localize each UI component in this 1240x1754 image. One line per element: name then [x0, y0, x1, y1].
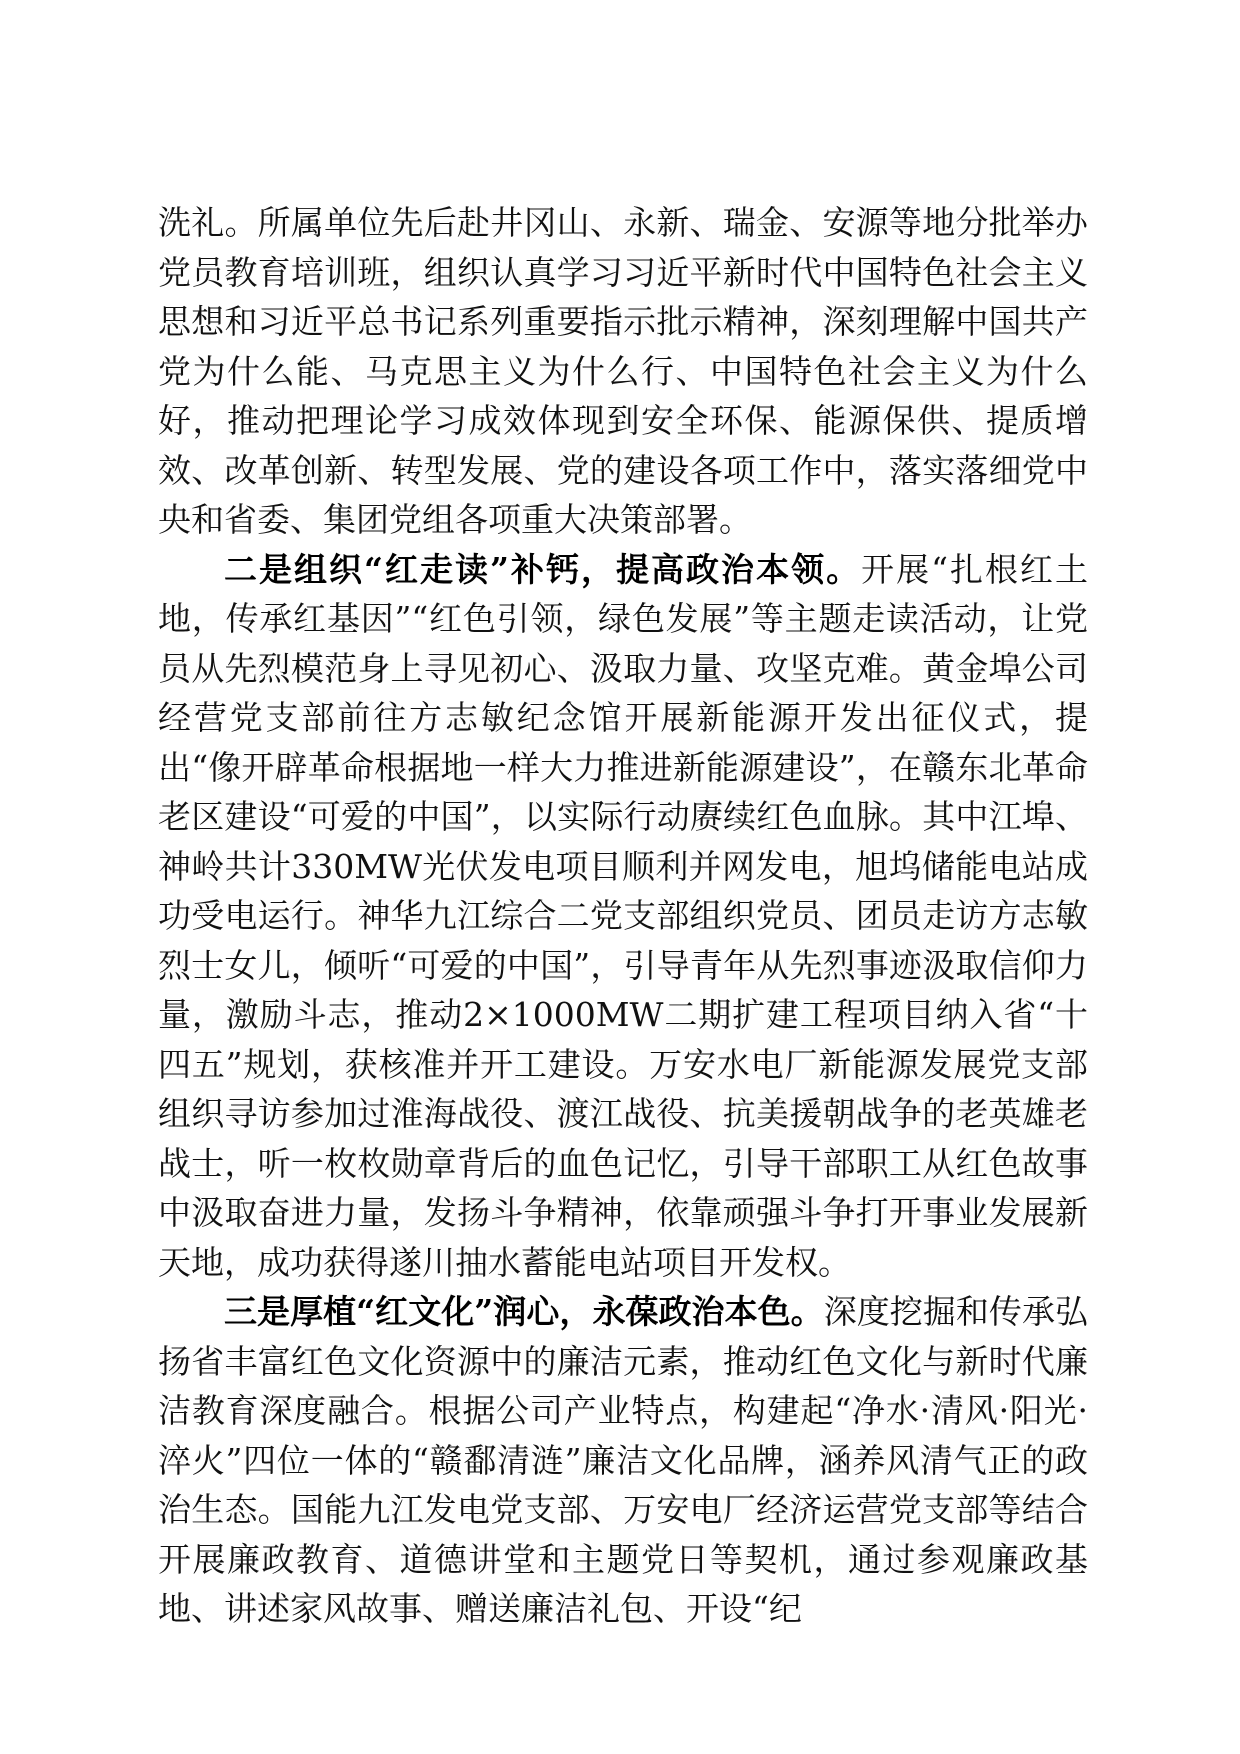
paragraph-3	[158, 1287, 1088, 1634]
paragraph-3-text: 深度挖掘和传承弘扬省丰富红色文化资源中的廉洁元素，推动红色文化与新时代廉洁教育深度融合。根据公司产业特点，构建起“净水·清风·阳光·淬火”四位一体的“赣鄱清涟”廉洁文化品牌，涵养风清气正的政治生态。国能九江发电党支部、万安电厂经济运营党支部等结合开展廉政教育、道德讲堂和主题党日等契机，通过参观廉政基地、讲述家风故事、赠送廉洁礼包、开设“纪	[158, 1292, 1088, 1628]
paragraph-2-text: 开展“扎根红土地，传承红基因”“红色引领，绿色发展”等主题走读活动，让党员从先烈模范身上寻见初心、汲取力量、攻坚克难。黄金埠公司经营党支部前往方志敏纪念馆开展新能源开发出征仪式，提出“像开辟革命根据地一样大力推进新能源建设”，在赣东北革命老区建设“可爱的中国”，以实际行动赓续红色血脉。其中江埠、神岭共计330MW光伏发电项目顺利并网发电，旭坞储能电站成功受电运行。神华九江综合二党支部组织党员、团员走访方志敏烈士女儿，倾听“可爱的中国”，引导青年从先烈事迹汲取信仰力量，激励斗志，推动2×1000MW二期扩建工程项目纳入省“十四五”规划，获核准并开工建设。万安水电厂新能源发展党支部组织寻访参加过淮海战役、渡江战役、抗美援朝战争的老英雄老战士，听一枚枚勋章背后的血色记忆，引导干部职工从红色故事中汲取奋进力量，发扬斗争精神，依靠顽强斗争打开事业发展新天地，成功获得遂川抽水蓄能电站项目开发权。	[158, 549, 1089, 1282]
paragraph-3-heading: 三是厚植“红文化”润心，永葆政治本色。	[224, 1292, 824, 1331]
document-body	[158, 198, 1088, 1634]
paragraph-2-heading: 二是组织“红走读”补钙，提高政治本领。	[224, 549, 862, 589]
paragraph-1	[158, 198, 1088, 545]
paragraph-1-text: 洗礼。所属单位先后赴井冈山、永新、瑞金、安源等地分批举办党员教育培训班，组织认真学习习近平新时代中国特色社会主义思想和习近平总书记系列重要指示批示精神，深刻理解中国共产党为什么能、马克思主义为什么行、中国特色社会主义为什么好，推动把理论学习成效体现到安全环保、能源保供、提质增效、改革创新、转型发展、党的建设各项工作中，落实落细党中央和省委、集团党组各项重大决策部署。	[158, 203, 1088, 539]
paragraph-2	[158, 545, 1088, 1288]
